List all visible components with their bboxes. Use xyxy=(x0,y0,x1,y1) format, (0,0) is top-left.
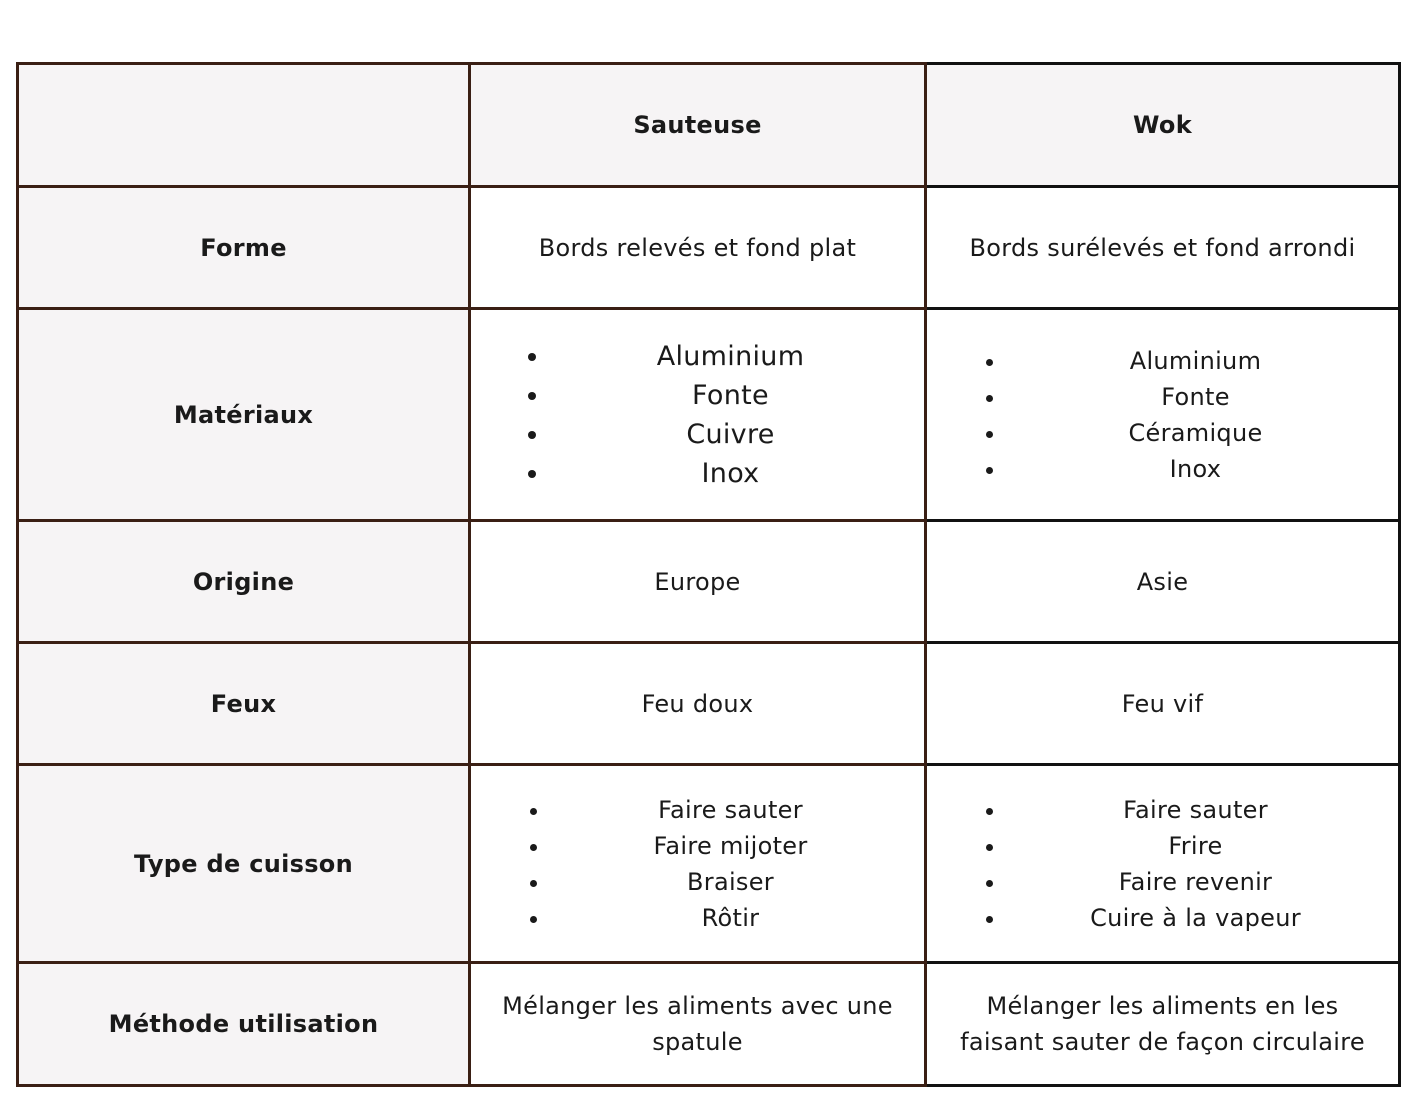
cell-sauteuse-forme: Bords relevés et fond plat xyxy=(470,187,926,309)
list-item: • Fonte xyxy=(1007,379,1384,415)
table-row xyxy=(18,187,1400,309)
cooking-list-wok xyxy=(941,792,1384,936)
list-item: • Faire sauter xyxy=(1007,792,1384,828)
table-row xyxy=(18,643,1400,765)
list-item: • Aluminium xyxy=(551,337,910,376)
cell-sauteuse-methode: Mélanger les aliments avec une spatule xyxy=(470,963,926,1086)
list-item: • Cuivre xyxy=(551,415,910,454)
cell-sauteuse-materiaux xyxy=(470,309,926,521)
list-item: • Braiser xyxy=(551,864,910,900)
cell-wok-methode: Mélanger les aliments en les faisant sauter de façon circulaire xyxy=(926,963,1400,1086)
header-wok: Wok xyxy=(926,64,1400,187)
cell-wok-type-cuisson xyxy=(926,765,1400,963)
table-row xyxy=(18,765,1400,963)
list-item: • Faire revenir xyxy=(1007,864,1384,900)
list-item: • Aluminium xyxy=(1007,343,1384,379)
table-row xyxy=(18,309,1400,521)
list-item: • Inox xyxy=(1007,451,1384,487)
cooking-list-sauteuse xyxy=(485,792,910,936)
list-item: • Cuire à la vapeur xyxy=(1007,900,1384,936)
table-row xyxy=(18,521,1400,643)
materials-list-wok xyxy=(941,343,1384,487)
row-label-type-cuisson: Type de cuisson xyxy=(18,765,470,963)
list-item: • Faire sauter xyxy=(551,792,910,828)
cell-wok-materiaux xyxy=(926,309,1400,521)
row-label-methode: Méthode utilisation xyxy=(18,963,470,1086)
cell-sauteuse-origine: Europe xyxy=(470,521,926,643)
list-item: • Frire xyxy=(1007,828,1384,864)
header-corner-cell xyxy=(18,64,470,187)
materials-list-sauteuse xyxy=(485,337,910,493)
table-header-row xyxy=(18,64,1400,187)
list-item: • Inox xyxy=(551,454,910,493)
cell-wok-feux: Feu vif xyxy=(926,643,1400,765)
row-label-feux: Feux xyxy=(18,643,470,765)
list-item: • Faire mijoter xyxy=(551,828,910,864)
cell-wok-origine: Asie xyxy=(926,521,1400,643)
list-item: • Fonte xyxy=(551,376,910,415)
table-row xyxy=(18,963,1400,1086)
comparison-table xyxy=(16,62,1401,1087)
list-item: • Céramique xyxy=(1007,415,1384,451)
cell-sauteuse-feux: Feu doux xyxy=(470,643,926,765)
row-label-forme: Forme xyxy=(18,187,470,309)
row-label-origine: Origine xyxy=(18,521,470,643)
row-label-materiaux: Matériaux xyxy=(18,309,470,521)
header-sauteuse: Sauteuse xyxy=(470,64,926,187)
cell-wok-forme: Bords surélevés et fond arrondi xyxy=(926,187,1400,309)
list-item: • Rôtir xyxy=(551,900,910,936)
cell-sauteuse-type-cuisson xyxy=(470,765,926,963)
